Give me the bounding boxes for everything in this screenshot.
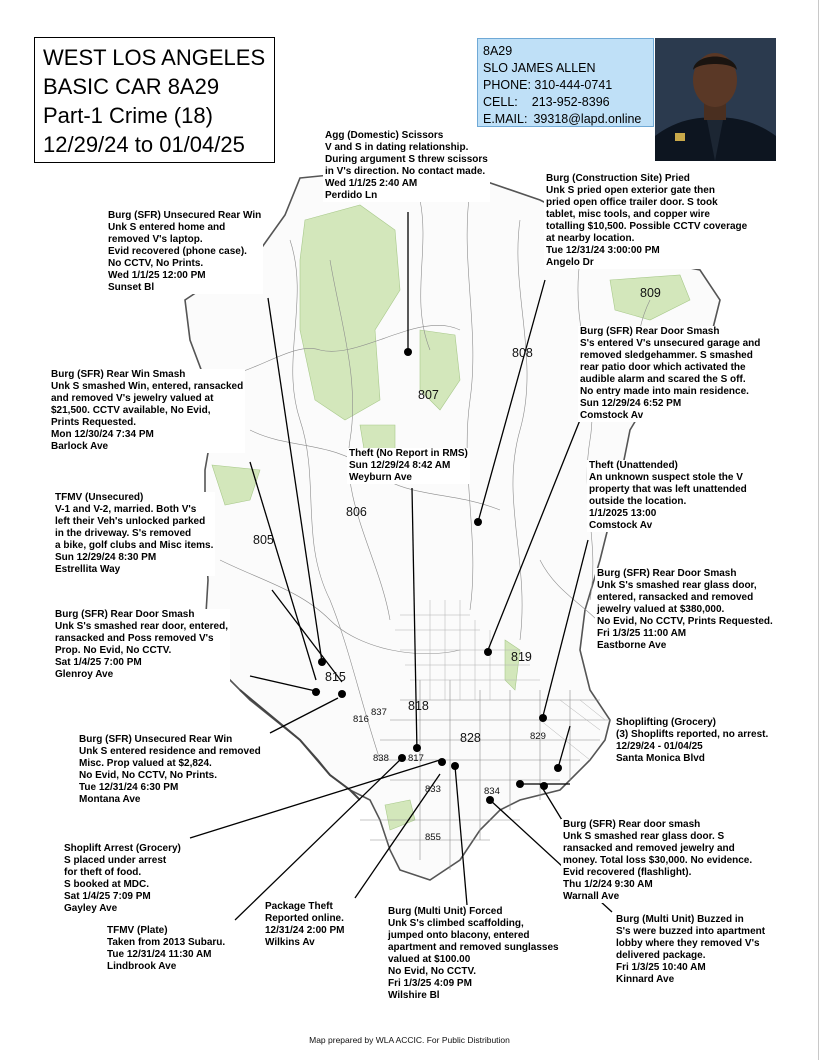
incident-note-burg-multi-unit-forced: Burg (Multi Unit) Forced Unk S's climbed scaffolding, jumped onto blacony, entered apartment and removed sunglasses valued at $100.00 No Evid, No CCTV. Fri 1/3/25 4:09 PM Wilshire Bl	[388, 906, 559, 1001]
incident-note-burg-sfr-rear-door-smash-eastborne: Burg (SFR) Rear Door Smash Unk S's smashed rear glass door, entered, ransacked and removed jewelry valued at $380,000. No Evid, No CCTV, Prints Requested. Fri 1/3/25 11:00 AM Eastborne Ave	[597, 568, 773, 651]
incident-note-burg-sfr-rear-win-smash: Burg (SFR) Rear Win Smash Unk S smashed Win, entered, ransacked and removed V's jewelry valued at $21,500. CCTV available, No Evid, Prints Requested. Mon 12/30/24 7:34 PM Barlock Ave	[51, 369, 244, 452]
incident-note-burg-sfr-unsecured-rear-win-montana: Burg (SFR) Unsecured Rear Win Unk S entered residence and removed Misc. Prop valued at $2,824. No Evid, No CCTV, No Prints. Tue 12/31/24 6:30 PM Montana Ave	[79, 734, 261, 805]
incident-note-tfmv-unsecured: TFMV (Unsecured) V-1 and V-2, married. Both V's left their Veh's unlocked parked in the driveway. S's removed a bike, golf clubs and Misc items. Sun 12/29/24 8:30 PM Estrellita Way	[55, 492, 214, 575]
zone-label: 808	[512, 346, 533, 360]
title-line: BASIC CAR 8A29	[43, 74, 220, 99]
incident-note-burg-construction-site: Burg (Construction Site) Pried Unk S pried open exterior gate then pried open office trailer door. S took tablet, misc tools, and copper wire totalling $10,500. Possible CCTV coverage at nearby location. Tue 12/31/24 3:00:00 PM Angelo Dr	[546, 173, 748, 268]
zone-label: 817	[408, 753, 424, 764]
zone-label: 809	[640, 286, 661, 300]
title-line: WEST LOS ANGELES	[43, 45, 266, 70]
title-line: 12/29/24 to 01/04/25	[43, 132, 245, 157]
incident-note-package-theft: Package Theft Reported online. 12/31/24 2:00 PM Wilkins Av	[265, 901, 345, 948]
zone-label: 806	[346, 505, 367, 519]
officer-phone: PHONE: 310-444-0741	[483, 78, 613, 92]
zone-label: 838	[373, 753, 389, 764]
incident-note-burg-sfr-rear-door-smash-comstock: Burg (SFR) Rear Door Smash S's entered V's unsecured garage and removed sledgehammer. S smashed rear patio door which activated the audible alarm and scared the S off. No entry made into main residence. Sun 12/29/24 6:52 PM Comstock Av	[580, 326, 761, 421]
title-line: Part-1 Crime (18)	[43, 103, 213, 128]
zone-label: 805	[253, 533, 274, 547]
zone-label: 833	[425, 784, 441, 795]
incident-note-shoplifting-grocery: Shoplifting (Grocery) (3) Shoplifts reported, no arrest. 12/29/24 - 01/04/25 Santa Monica Blvd	[616, 717, 769, 764]
footer-credit: Map prepared by WLA ACCIC. For Public Distribution	[309, 1035, 510, 1045]
officer-photo	[655, 38, 776, 161]
officer-name: SLO JAMES ALLEN	[483, 61, 596, 75]
incident-note-theft-no-report: Theft (No Report in RMS) Sun 12/29/24 8:42 AM Weyburn Ave	[349, 448, 468, 483]
zone-label: 837	[371, 707, 387, 718]
incident-note-agg-domestic-scissors: Agg (Domestic) Scissors V and S in dating relationship. During argument S threw scissors in V's direction. No contact made. Wed 1/1/25 2:40 AM Perdido Ln	[325, 130, 488, 201]
zone-label: 818	[408, 699, 429, 713]
zone-label: 828	[460, 731, 481, 745]
report-title-box	[34, 37, 275, 163]
officer-cell: CELL: 213-952-8396	[483, 95, 610, 109]
zone-label: 834	[484, 786, 500, 797]
zone-label: 829	[530, 731, 546, 742]
officer-email: E.MAIL: 39318@lapd.online	[483, 112, 642, 126]
zone-label: 819	[511, 650, 532, 664]
incident-note-theft-unattended: Theft (Unattended) An unknown suspect stole the V property that was left unattended outside the location. 1/1/2025 13:00 Comstock Av	[589, 460, 747, 531]
car-number: 8A29	[483, 44, 513, 58]
incident-note-burg-multi-unit-buzzed: Burg (Multi Unit) Buzzed in S's were buzzed into apartment lobby where they removed V's delivered package. Fri 1/3/25 10:40 AM Kinnard Ave	[616, 914, 766, 985]
zone-label: 855	[425, 832, 441, 843]
incident-note-burg-sfr-rear-door-smash-glenroy: Burg (SFR) Rear Door Smash Unk S's smashed rear door, entered, ransacked and Poss removed V's Prop. No Evid, No CCTV. Sat 1/4/25 7:00 PM Glenroy Ave	[55, 609, 228, 680]
incident-note-shoplift-arrest-grocery: Shoplift Arrest (Grocery) S placed under arrest for theft of food. S booked at MDC. Sat 1/4/25 7:09 PM Gayley Ave	[64, 843, 181, 914]
incident-note-burg-sfr-rear-door-smash-warnall: Burg (SFR) Rear door smash Unk S smashed rear glass door. S ransacked and removed jewelry and money. Total loss $30,000. No evidence. Evid recovered (flashlight). Thu 1/2/24 9:30 AM Warnall Ave	[563, 819, 753, 902]
incident-note-tfmv-plate: TFMV (Plate) Taken from 2013 Subaru. Tue 12/31/24 11:30 AM Lindbrook Ave	[107, 925, 226, 972]
officer-contact-box	[477, 38, 654, 127]
zone-label: 816	[353, 714, 369, 725]
incident-note-burg-sfr-unsecured-rear-win: Burg (SFR) Unsecured Rear Win Unk S entered home and removed V's laptop. Evid recovered (phone case). No CCTV, No Prints. Wed 1/1/25 12:00 PM Sunset Bl	[108, 210, 262, 293]
zone-label: 807	[418, 388, 439, 402]
zone-label: 815	[325, 670, 346, 684]
